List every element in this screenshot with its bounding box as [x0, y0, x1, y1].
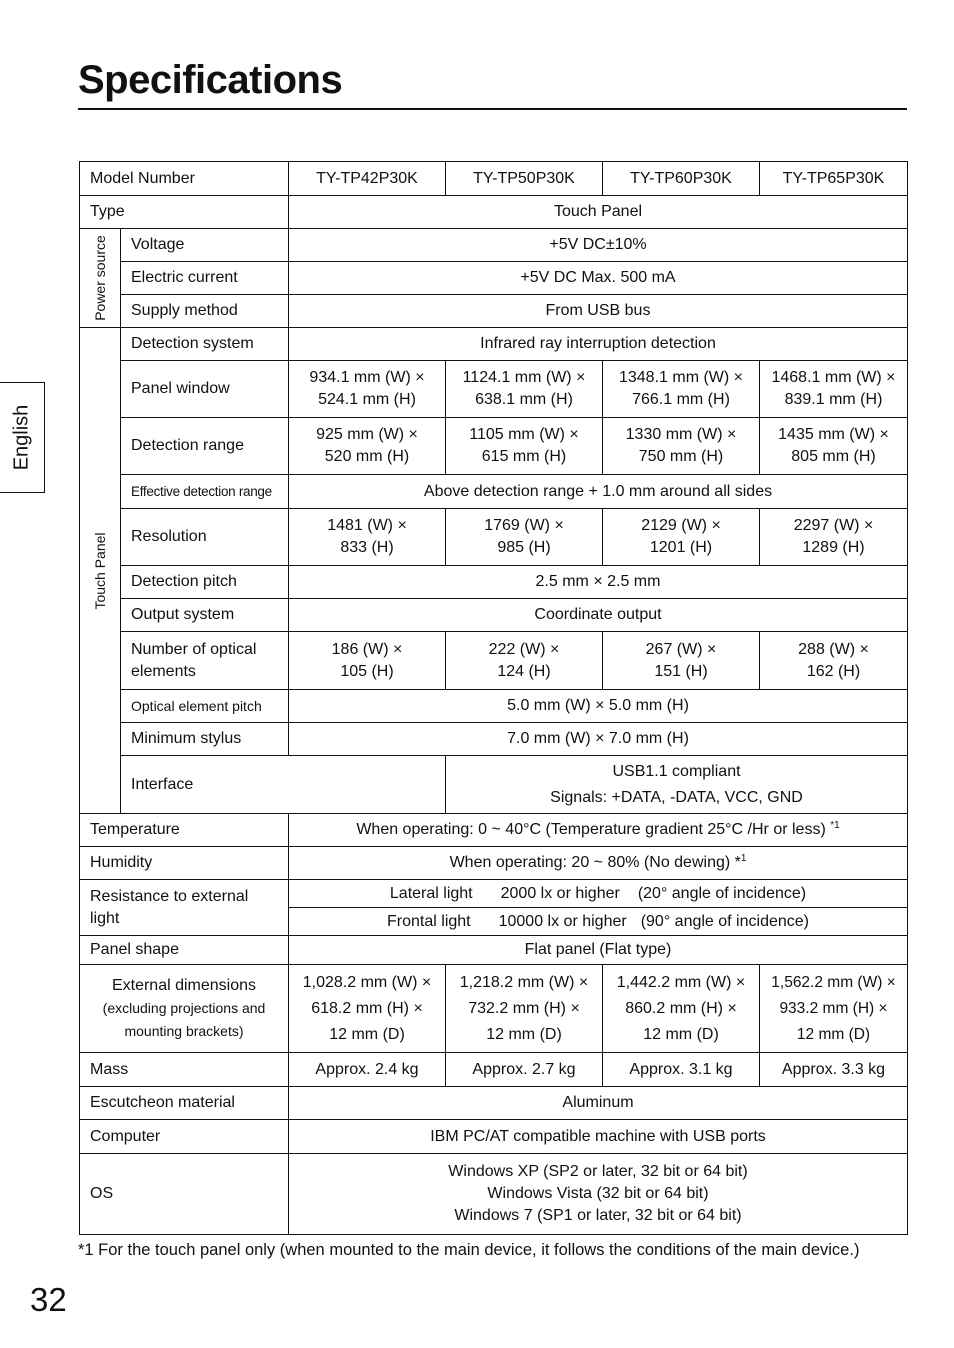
optical-elements-cell: 186 (W) × 105 (H) — [289, 632, 446, 690]
row-label-detection-system: Detection system — [121, 328, 289, 361]
detection-range-cell: 1435 mm (W) × 805 mm (H) — [760, 418, 908, 475]
row-label-supply-method: Supply method — [121, 295, 289, 328]
row-label-os: OS — [80, 1154, 289, 1235]
row-label-resolution: Resolution — [121, 509, 289, 566]
temperature-value: When operating: 0 ~ 40°C (Temperature gradient 25°C /Hr or less) $^{*1}$ — [289, 814, 908, 847]
row-label-detection-range: Detection range — [121, 418, 289, 475]
panel-window-cell: 1124.1 mm (W) × 638.1 mm (H) — [446, 361, 603, 418]
model-cell: TY-TP60P30K — [603, 162, 760, 196]
detection-range-cell: 1330 mm (W) × 750 mm (H) — [603, 418, 760, 475]
page-number: 32 — [30, 1281, 67, 1318]
row-label-interface: Interface — [121, 756, 446, 814]
table-row — [80, 196, 908, 229]
group-power-source-label: Power source — [92, 235, 108, 321]
resolution-cell: 1769 (W) × 985 (H) — [446, 509, 603, 566]
table-row — [80, 847, 908, 880]
table-row — [80, 418, 908, 475]
optical-element-pitch-value: 5.0 mm (W) × 5.0 mm (H) — [289, 690, 908, 723]
group-touch-panel — [80, 328, 121, 814]
detection-system-value: Infrared ray interruption detection — [289, 328, 908, 361]
effective-detection-range-value: Above detection range + 1.0 mm around all sides — [289, 475, 908, 509]
table-row — [80, 229, 908, 262]
supply-method-value: From USB bus — [289, 295, 908, 328]
table-row — [80, 723, 908, 756]
row-label-model-number: Model Number — [80, 162, 289, 196]
specifications-table — [79, 161, 908, 1235]
panel-shape-value: Flat panel (Flat type) — [289, 936, 908, 965]
table-row — [80, 880, 908, 908]
resistance-lateral-value: Lateral light 2000 lx or higher (20° angle of incidence) — [289, 880, 908, 908]
os-value: Windows XP (SP2 or later, 32 bit or 64 bit) Windows Vista (32 bit or 64 bit) Windows 7 (SP1 or later, 32 bit or 64 bit) — [289, 1154, 908, 1235]
external-dimensions-cell: 1,028.2 mm (W) × 618.2 mm (H) × 12 mm (D) — [289, 965, 446, 1053]
model-cell: TY-TP65P30K — [760, 162, 908, 196]
type-value: Touch Panel — [289, 196, 908, 229]
minimum-stylus-value: 7.0 mm (W) × 7.0 mm (H) — [289, 723, 908, 756]
table-row — [80, 1120, 908, 1154]
page-title: Specifications — [78, 58, 343, 102]
language-tab-label: English — [10, 404, 33, 471]
table-row — [80, 295, 908, 328]
row-label-detection-pitch: Detection pitch — [121, 566, 289, 599]
mass-cell: Approx. 2.7 kg — [446, 1053, 603, 1087]
optical-elements-cell: 288 (W) × 162 (H) — [760, 632, 908, 690]
table-row — [80, 328, 908, 361]
row-label-voltage: Voltage — [121, 229, 289, 262]
resolution-cell: 2297 (W) × 1289 (H) — [760, 509, 908, 566]
table-row — [80, 162, 908, 196]
detection-range-cell: 925 mm (W) × 520 mm (H) — [289, 418, 446, 475]
table-row — [80, 690, 908, 723]
row-label-minimum-stylus: Minimum stylus — [121, 723, 289, 756]
table-row — [80, 814, 908, 847]
table-row — [80, 756, 908, 814]
footnote-marker: *1 — [830, 820, 840, 831]
footnote-marker: 1 — [740, 853, 747, 864]
row-label-resistance: Resistance to external light — [80, 880, 289, 936]
row-label-escutcheon: Escutcheon material — [80, 1087, 289, 1120]
output-system-value: Coordinate output — [289, 599, 908, 632]
electric-current-value: +5V DC Max. 500 mA — [289, 262, 908, 295]
panel-window-cell: 934.1 mm (W) × 524.1 mm (H) — [289, 361, 446, 418]
panel-window-cell: 1468.1 mm (W) × 839.1 mm (H) — [760, 361, 908, 418]
model-cell: TY-TP50P30K — [446, 162, 603, 196]
table-row — [80, 1087, 908, 1120]
computer-value: IBM PC/AT compatible machine with USB ports — [289, 1120, 908, 1154]
row-label-panel-window: Panel window — [121, 361, 289, 418]
table-row — [80, 361, 908, 418]
row-label-computer: Computer — [80, 1120, 289, 1154]
table-row — [80, 599, 908, 632]
table-row — [80, 1154, 908, 1235]
row-label-external-dimensions: External dimensions (excluding projections and mounting brackets) — [80, 965, 289, 1053]
mass-cell: Approx. 3.3 kg — [760, 1053, 908, 1087]
external-dimensions-cell: 1,562.2 mm (W) × 933.2 mm (H) × 12 mm (D) — [760, 965, 908, 1053]
table-row — [80, 566, 908, 599]
row-label-humidity: Humidity — [80, 847, 289, 880]
row-label-output-system: Output system — [121, 599, 289, 632]
row-label-optical-elements: Number of optical elements — [121, 632, 289, 690]
group-touch-panel-label: Touch Panel — [92, 531, 108, 610]
interface-value: USB1.1 compliant Signals: +DATA, -DATA, VCC, GND — [446, 756, 908, 814]
table-row — [80, 632, 908, 690]
row-label-effective-detection-range: Effective detection range — [121, 475, 289, 509]
footnote: *1 For the touch panel only (when mounted to the main device, it follows the conditions of the main device.) — [78, 1241, 860, 1259]
optical-elements-cell: 222 (W) × 124 (H) — [446, 632, 603, 690]
escutcheon-value: Aluminum — [289, 1087, 908, 1120]
group-power-source — [80, 229, 121, 328]
table-row — [80, 262, 908, 295]
mass-cell: Approx. 3.1 kg — [603, 1053, 760, 1087]
row-label-temperature: Temperature — [80, 814, 289, 847]
voltage-value: +5V DC±10% — [289, 229, 908, 262]
table-row — [80, 1053, 908, 1087]
row-label-panel-shape: Panel shape — [80, 936, 289, 965]
title-divider — [78, 108, 907, 110]
external-dimensions-cell: 1,442.2 mm (W) × 860.2 mm (H) × 12 mm (D) — [603, 965, 760, 1053]
model-cell: TY-TP42P30K — [289, 162, 446, 196]
table-row — [80, 509, 908, 566]
row-label-optical-element-pitch: Optical element pitch — [121, 690, 289, 723]
external-dimensions-cell: 1,218.2 mm (W) × 732.2 mm (H) × 12 mm (D) — [446, 965, 603, 1053]
detection-pitch-value: 2.5 mm × 2.5 mm — [289, 566, 908, 599]
table-row — [80, 936, 908, 965]
humidity-value: When operating: 20 ~ 80% (No dewing) *$^1$ — [289, 847, 908, 880]
row-label-electric-current: Electric current — [121, 262, 289, 295]
mass-cell: Approx. 2.4 kg — [289, 1053, 446, 1087]
optical-elements-cell: 267 (W) × 151 (H) — [603, 632, 760, 690]
panel-window-cell: 1348.1 mm (W) × 766.1 mm (H) — [603, 361, 760, 418]
row-label-mass: Mass — [80, 1053, 289, 1087]
resolution-cell: 2129 (W) × 1201 (H) — [603, 509, 760, 566]
resolution-cell: 1481 (W) × 833 (H) — [289, 509, 446, 566]
table-row — [80, 965, 908, 1053]
resistance-frontal-value: Frontal light 10000 lx or higher (90° angle of incidence) — [289, 908, 908, 936]
language-tab — [0, 382, 45, 493]
row-label-type: Type — [80, 196, 289, 229]
detection-range-cell: 1105 mm (W) × 615 mm (H) — [446, 418, 603, 475]
table-row — [80, 475, 908, 509]
